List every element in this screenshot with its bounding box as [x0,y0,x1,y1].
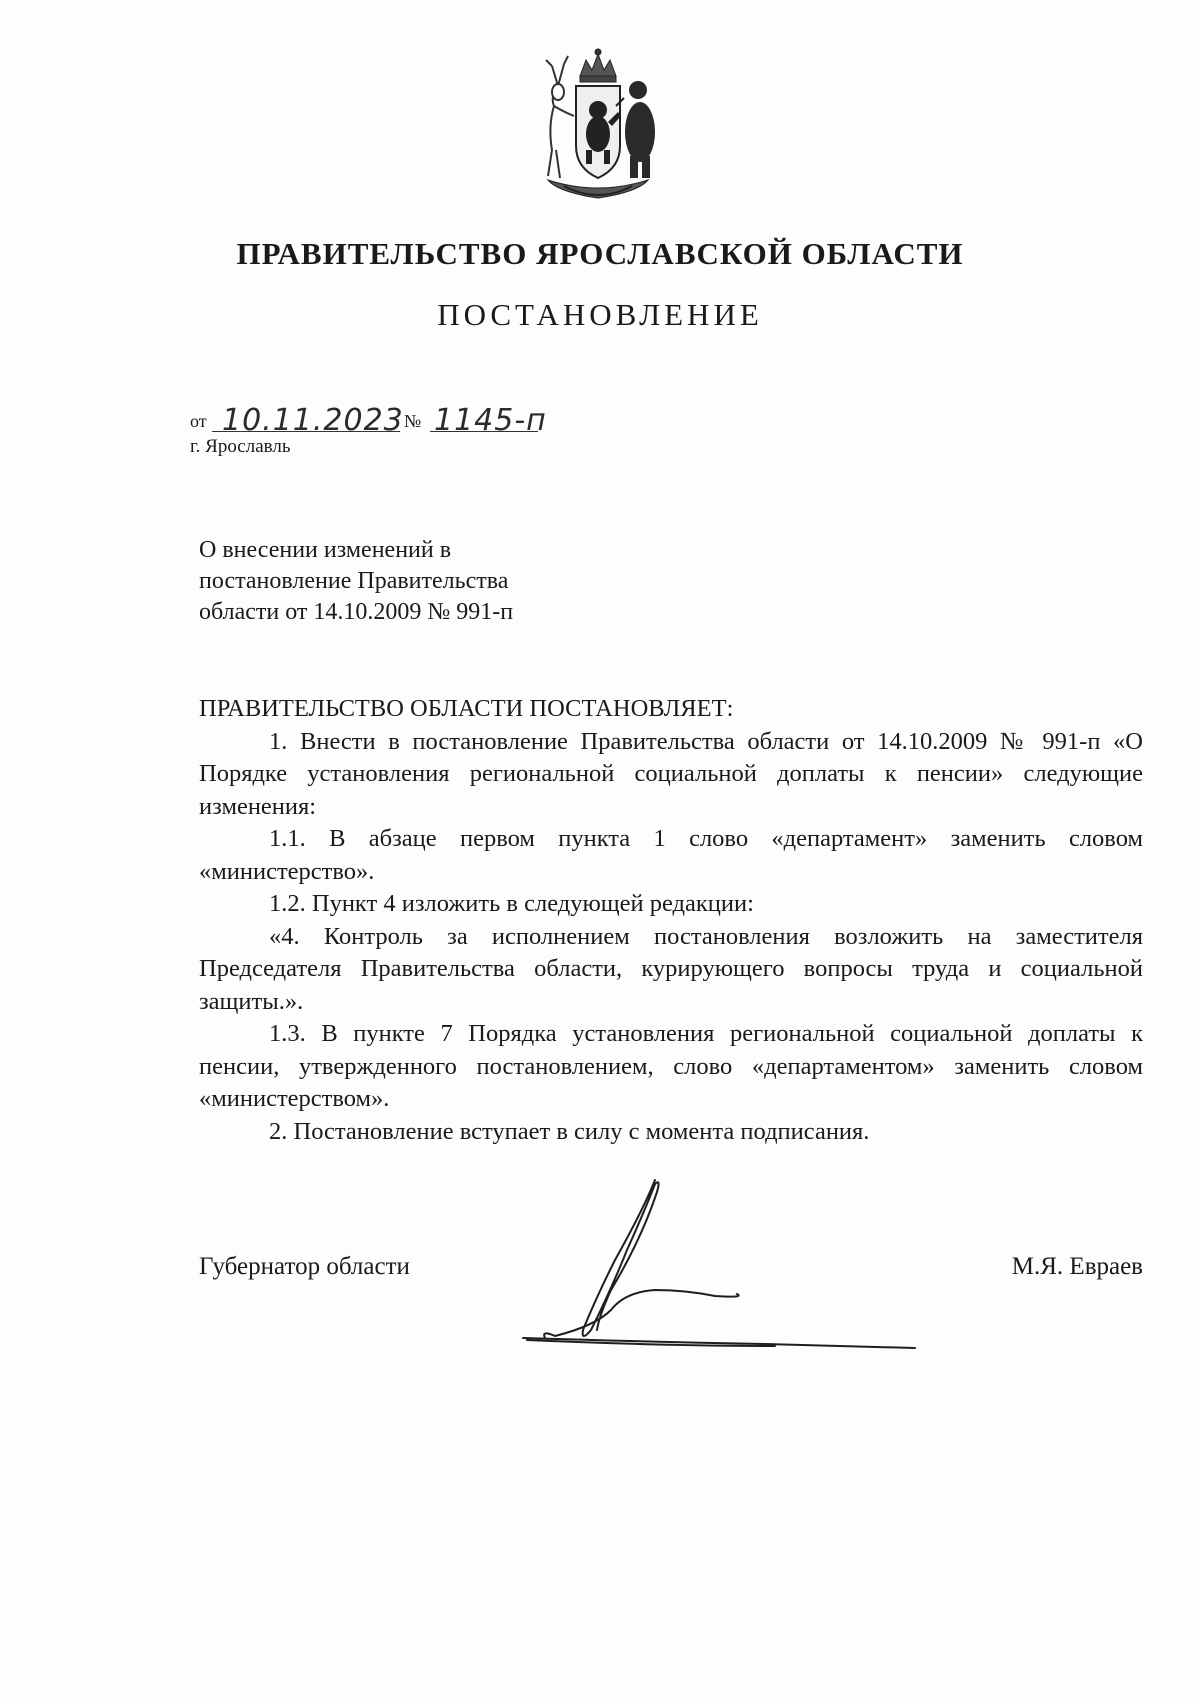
signatory-name: М.Я. Евраев [1011,1253,1143,1280]
coat-of-arms-icon [528,46,668,206]
date-label: от [190,411,207,431]
body-paragraph: 1.3. В пункте 7 Порядка установления региональной социальной доплаты к пенсии, утвержденного постановлением, слово «департаментом» заменить словом «министерством». [199,1020,1143,1112]
body-paragraph: 1.2. Пункт 4 изложить в следующей редакции: [269,890,754,917]
document-type: ПОСТАНОВЛЕНИЕ [437,297,763,332]
number-value: 1145-п [434,403,547,438]
resolution-preamble: ПРАВИТЕЛЬСТВО ОБЛАСТИ ПОСТАНОВЛЯЕТ: [199,695,734,722]
signatory-role: Губернатор области [199,1253,410,1280]
body-paragraph: 2. Постановление вступает в силу с момента подписания. [269,1117,870,1145]
handwritten-signature-icon [515,1170,925,1355]
date-value: 10.11.2023 [222,403,404,438]
subject-line: области от 14.10.2009 № 991-п [199,599,514,625]
body-paragraph: 1.1. В абзаце первом пункта 1 слово «департамент» заменить словом «министерство». [199,825,1143,885]
government-title: ПРАВИТЕЛЬСТВО ЯРОСЛАВСКОЙ ОБЛАСТИ [236,236,964,271]
document-subject [199,535,513,628]
body-paragraph: 1. Внести в постановление Правительства области от 14.10.2009 № 991-п «О Порядке установления региональной социальной доплаты к пенсии» следующие изменения: [199,727,1143,820]
city: г. Ярославль [190,436,291,457]
body-paragraph: «4. Контроль за исполнением постановления возложить на заместителя Председателя Правительства области, курирующего вопросы труда и социальной защиты.». [199,922,1143,1015]
subject-line: О внесении изменений в [199,537,452,563]
number-label: № [404,411,422,431]
subject-line: постановление Правительства [199,568,509,594]
document-body [199,693,1143,1148]
